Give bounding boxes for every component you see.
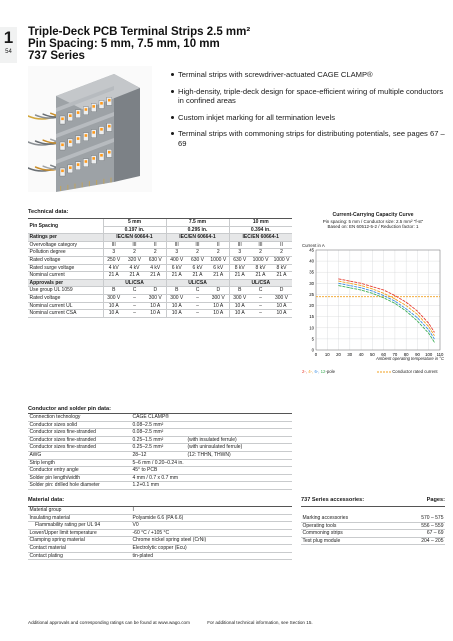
table-row: [28, 310, 292, 318]
cell-value: 21 A: [250, 272, 271, 280]
series-point-4: [338, 285, 339, 286]
cell-value: 21 A: [229, 272, 250, 280]
cell-value: 21 A: [208, 272, 229, 280]
row-value: 0.25–1.5 mm²: [131, 436, 186, 444]
cell-value: 630 V: [229, 256, 250, 264]
group-header: UL/CSA: [103, 279, 166, 287]
cell-value: 3: [229, 249, 250, 257]
row-label: Connection technology: [28, 414, 131, 421]
cell-value: 250 V: [103, 256, 124, 264]
cell-value: 1000 V: [208, 256, 229, 264]
series-point-1: [428, 323, 429, 324]
series-point-2: [372, 289, 373, 290]
cell-value: 10 A: [271, 310, 292, 318]
cell-value: 2: [124, 249, 145, 257]
row-value: 0.08–2.5 mm²: [131, 421, 186, 429]
cell-value: –: [124, 302, 145, 310]
row-label: Rated surge voltage: [28, 264, 103, 272]
spacing-in: 0.197 in.: [103, 226, 166, 234]
cell-value: –: [124, 294, 145, 302]
cell-value: III: [187, 241, 208, 249]
table-row: [28, 552, 292, 560]
cell-value: II: [145, 241, 166, 249]
cell-value: 1000 V: [250, 256, 271, 264]
cell-value: 10 A: [208, 310, 229, 318]
row-value: Polyamide 6.6 (PA 6.6): [131, 514, 292, 522]
accessory-pages: 556 – 559: [391, 522, 445, 530]
cell-value: D: [208, 287, 229, 295]
x-tick-label: 110: [436, 352, 444, 357]
series-point-2: [383, 293, 384, 294]
page-footer: [28, 620, 329, 625]
table-row: [28, 467, 292, 475]
title-line-1: Triple-Deck PCB Terminal Strips 2.5 mm²: [28, 26, 251, 38]
series-point-1: [434, 332, 435, 333]
series-point-4: [395, 303, 396, 304]
row-label: Nominal current: [28, 272, 103, 280]
cell-value: 300 V: [166, 294, 187, 302]
series-point-4: [349, 287, 350, 288]
table-row: [28, 241, 292, 249]
row-label: Conductor sizes solid: [28, 421, 131, 429]
row-label: Conductor entry angle: [28, 467, 131, 475]
feature-item: Terminal strips with screwdriver-actuated CAGE CLAMP®: [170, 70, 445, 80]
row-label: Contact material: [28, 544, 131, 552]
cell-value: 10 A: [145, 302, 166, 310]
table-row: [301, 537, 445, 545]
row-label: Nominal current CSA: [28, 310, 103, 318]
technical-data-heading: Technical data:: [28, 209, 69, 215]
section-tab: [0, 27, 17, 63]
row-note: [186, 421, 292, 429]
table-row: [28, 279, 292, 287]
table-row: [28, 507, 292, 514]
table-row: [28, 444, 292, 452]
table-row: [28, 514, 292, 522]
row-label: Insulating material: [28, 514, 131, 522]
cell-value: 10 A: [103, 310, 124, 318]
chart-subtitle: Based on: EN 60512-5-2 / Reduction factor: 1: [327, 224, 419, 230]
legend-poles: 2-, 4-, 6-, 12-pole: [302, 369, 335, 374]
row-label: Material group: [28, 507, 131, 514]
cell-value: 10 A: [103, 302, 124, 310]
accessories-section: [301, 497, 445, 545]
row-value: 0.25–2.5 mm²: [131, 444, 186, 452]
cell-value: 3: [166, 249, 187, 257]
cell-value: 21 A: [271, 272, 292, 280]
series-point-3: [395, 301, 396, 302]
footer-left: Additional approvals and corresponding ratings can be found at www.wago.com: [28, 620, 190, 625]
cell-value: –: [187, 302, 208, 310]
row-note: [186, 482, 292, 490]
series-point-3: [372, 291, 373, 292]
cell-value: 10 A: [166, 310, 187, 318]
cell-value: B: [103, 287, 124, 295]
cell-value: 300 V: [271, 294, 292, 302]
series-point-1: [372, 286, 373, 287]
cell-value: B: [229, 287, 250, 295]
table-row: [28, 544, 292, 552]
y-tick-label: 5: [311, 336, 314, 342]
cell-value: –: [187, 294, 208, 302]
table-row: [28, 302, 292, 310]
chart-subtitle: Pin spacing: 5 mm / Conductor size: 2.5 mm² "f-st": [322, 219, 424, 224]
series-point-4: [361, 290, 362, 291]
product-photo: [28, 66, 152, 192]
cell-value: 2: [250, 249, 271, 257]
cell-value: D: [271, 287, 292, 295]
y-tick-label: 25: [309, 291, 314, 297]
cell-value: C: [187, 287, 208, 295]
series-point-2: [417, 314, 418, 315]
cell-value: 630 V: [187, 256, 208, 264]
cell-value: 630 V: [145, 256, 166, 264]
chart-ylabel: Current in A: [302, 243, 325, 248]
group-header: UL/CSA: [229, 279, 292, 287]
cell-value: B: [166, 287, 187, 295]
cell-value: 21 A: [145, 272, 166, 280]
cell-value: 6 kV: [187, 264, 208, 272]
accessory-pages: 67 – 69: [391, 530, 445, 538]
row-value: 45° to PCB: [131, 467, 186, 475]
spacing-in: 0.394 in.: [229, 226, 292, 234]
cell-value: 8 kV: [250, 264, 271, 272]
x-tick-label: 10: [324, 352, 330, 357]
row-note: [186, 414, 292, 421]
series-point-3: [338, 283, 339, 284]
series-point-2: [428, 326, 429, 327]
table-row: [301, 522, 445, 530]
series-point-3: [383, 295, 384, 296]
material-data-heading: Material data:: [28, 497, 65, 503]
cell-value: 300 V: [103, 294, 124, 302]
accessory-pages: 570 – 575: [391, 515, 445, 522]
y-tick-label: 35: [309, 269, 314, 275]
table-row: [28, 482, 292, 490]
row-value: Chrome nickel spring steel (CrNi): [131, 537, 292, 545]
cell-value: 6 kV: [166, 264, 187, 272]
row-value: -60 °C / +105 °C: [131, 529, 292, 537]
page-number: 54: [5, 49, 12, 55]
page-title: [28, 26, 250, 62]
table-row: [28, 451, 292, 459]
spacing-mm: 5 mm: [103, 219, 166, 226]
cell-value: 300 V: [208, 294, 229, 302]
row-value: I: [131, 507, 292, 514]
plot-frame: [316, 250, 440, 350]
cell-value: 8 kV: [229, 264, 250, 272]
table-row: [28, 474, 292, 482]
cell-value: 21 A: [166, 272, 187, 280]
y-tick-label: 0: [311, 347, 314, 353]
cell-value: III: [229, 241, 250, 249]
series-point-4: [406, 311, 407, 312]
cell-value: C: [250, 287, 271, 295]
y-tick-label: 20: [309, 303, 314, 309]
cell-value: III: [124, 241, 145, 249]
row-value: 28–12: [131, 451, 186, 459]
table-row: [28, 414, 292, 421]
cell-value: III: [166, 241, 187, 249]
title-line-2: Pin Spacing: 5 mm, 7.5 mm, 10 mm: [28, 38, 220, 50]
series-point-2: [361, 285, 362, 286]
row-label: Rated voltage: [28, 294, 103, 302]
cell-value: –: [250, 302, 271, 310]
pages-heading: Pages:: [426, 497, 445, 503]
cell-value: 300 V: [145, 294, 166, 302]
group-header: IEC/EN 60664-1: [166, 234, 229, 242]
table-row: [28, 436, 292, 444]
series-point-3: [361, 287, 362, 288]
cell-value: 400 V: [166, 256, 187, 264]
accessory-name: Commoning strips: [301, 530, 391, 538]
group-header: IEC/EN 60664-1: [229, 234, 292, 242]
table-row: [28, 529, 292, 537]
row-label: Clamping spring material: [28, 537, 131, 545]
row-label: Contact plating: [28, 552, 131, 560]
x-tick-label: 30: [347, 352, 353, 357]
row-value: Electrolytic copper (Ecu): [131, 544, 292, 552]
cell-value: 4 kV: [103, 264, 124, 272]
conductor-data-table: [28, 414, 292, 490]
series-point-4: [434, 342, 435, 343]
cell-value: 2: [208, 249, 229, 257]
cell-value: III: [250, 241, 271, 249]
row-label: Approvals per: [28, 279, 103, 287]
row-note: [186, 467, 292, 475]
row-label: Solder pin: drilled hole diameter: [28, 482, 131, 490]
series-point-3: [428, 330, 429, 331]
row-label: Flammability rating per UL 94: [28, 522, 131, 530]
y-tick-label: 45: [309, 247, 314, 253]
cell-value: 2: [187, 249, 208, 257]
cell-value: –: [124, 310, 145, 318]
series-point-4: [428, 333, 429, 334]
chart-title: Current-Carrying Capacity Curve: [332, 212, 414, 218]
feature-item: Terminal strips with commoning strips for distributing potentials, see pages 67 – 69: [170, 129, 445, 148]
x-tick-label: 60: [381, 352, 387, 357]
series-point-4: [417, 321, 418, 322]
row-label: Solder pin length/width: [28, 474, 131, 482]
title-line-3: 737 Series: [28, 50, 85, 62]
accessory-name: Operating tools: [301, 522, 391, 530]
cell-value: –: [187, 310, 208, 318]
series-point-1: [361, 283, 362, 284]
row-value: 5–6 mm / 0.20–0.24 in.: [131, 459, 186, 467]
series-point-1: [406, 302, 407, 303]
accessory-pages: 204 – 205: [391, 537, 445, 545]
cell-value: 21 A: [103, 272, 124, 280]
cell-value: 21 A: [187, 272, 208, 280]
cell-value: 10 A: [208, 302, 229, 310]
row-note: (12: THHN, THWN): [186, 451, 292, 459]
series-point-4: [383, 297, 384, 298]
technical-data-section: [28, 209, 292, 318]
section-number: 1: [3, 28, 14, 47]
cell-value: –: [250, 294, 271, 302]
x-tick-label: 0: [314, 352, 318, 357]
x-tick-label: 20: [336, 352, 341, 357]
material-data-section: [28, 497, 292, 560]
table-row: [301, 530, 445, 538]
cell-value: 10 A: [271, 302, 292, 310]
row-label: Use group UL 1059: [28, 287, 103, 295]
cell-value: 320 V: [124, 256, 145, 264]
material-data-table: [28, 507, 292, 560]
series-point-2: [338, 281, 339, 282]
cell-value: D: [145, 287, 166, 295]
accessory-name: Test plug module: [301, 537, 391, 545]
row-label: Conductor sizes fine-stranded: [28, 444, 131, 452]
table-row: [28, 256, 292, 264]
cell-value: 6 kV: [208, 264, 229, 272]
table-row: [28, 537, 292, 545]
feature-list: [170, 70, 445, 156]
row-note: (with uninsulated ferrule): [186, 444, 292, 452]
row-note: (with insulated ferrule): [186, 436, 292, 444]
technical-data-table: [28, 219, 292, 318]
cell-value: 4 kV: [145, 264, 166, 272]
spacing-in: 0.295 in.: [166, 226, 229, 234]
x-tick-label: 40: [358, 352, 364, 357]
row-note: [186, 474, 292, 482]
series-point-3: [417, 317, 418, 318]
row-label: Nominal current UL: [28, 302, 103, 310]
series-point-1: [395, 295, 396, 296]
table-row: [28, 264, 292, 272]
series-line-2: [339, 281, 435, 335]
series-point-2: [395, 299, 396, 300]
row-label: Strip length: [28, 459, 131, 467]
row-value: 1.2+0.1 mm: [131, 482, 186, 490]
conductor-data-heading: Conductor and solder pin data:: [28, 406, 111, 412]
table-row: [28, 249, 292, 257]
x-tick-label: 100: [425, 352, 433, 357]
cell-value: 4 kV: [124, 264, 145, 272]
row-value: V0: [131, 522, 292, 530]
y-tick-label: 40: [309, 258, 314, 264]
row-label: AWG: [28, 451, 131, 459]
cell-value: 2: [271, 249, 292, 257]
legend-limit: Conductor rated current: [392, 369, 438, 374]
cell-value: 10 A: [166, 302, 187, 310]
row-label: Rated voltage: [28, 256, 103, 264]
row-value: tin-plated: [131, 552, 292, 560]
feature-item: Custom inkjet marking for all termination levels: [170, 113, 445, 123]
accessories-table: [301, 515, 445, 546]
cell-value: 10 A: [229, 302, 250, 310]
cell-value: C: [124, 287, 145, 295]
cell-value: 2: [145, 249, 166, 257]
table-row: [28, 287, 292, 295]
cell-value: –: [250, 310, 271, 318]
current-capacity-chart: [300, 210, 446, 380]
group-header: IEC/EN 60664-1: [103, 234, 166, 242]
accessory-name: Marking accessories: [301, 515, 391, 522]
footer-right: For additional technical information, see Section 15.: [207, 620, 313, 625]
series-point-2: [406, 305, 407, 306]
row-note: [186, 459, 292, 467]
cell-value: III: [103, 241, 124, 249]
feature-item: High-density, triple-deck design for space-efficient wiring of multiple conductors in confined areas: [170, 87, 445, 106]
accessories-heading: 737 Series accessories:: [301, 497, 365, 503]
group-header: UL/CSA: [166, 279, 229, 287]
pin-spacing-label: Pin Spacing: [28, 219, 103, 234]
y-tick-label: 10: [309, 325, 314, 331]
cell-value: 3: [103, 249, 124, 257]
table-row: [301, 515, 445, 522]
row-label: Overvoltage category: [28, 241, 103, 249]
series-point-3: [349, 285, 350, 286]
series-point-3: [406, 309, 407, 310]
series-point-2: [349, 283, 350, 284]
series-point-2: [434, 335, 435, 336]
table-row: [28, 421, 292, 429]
series-point-4: [372, 293, 373, 294]
x-tick-label: 50: [369, 352, 375, 357]
row-note: [186, 429, 292, 437]
table-row: [28, 234, 292, 242]
chart-xlabel: Ambient operating temperature in °C: [375, 356, 444, 361]
table-row: [28, 294, 292, 302]
cell-value: 10 A: [229, 310, 250, 318]
y-tick-label: 30: [309, 280, 314, 286]
conductor-data-section: [28, 406, 292, 490]
x-tick-label: 70: [392, 352, 398, 357]
series-point-1: [417, 311, 418, 312]
row-value: CAGE CLAMP®: [131, 414, 186, 421]
series-point-1: [338, 279, 339, 280]
table-row: [28, 459, 292, 467]
cell-value: 1000 V: [271, 256, 292, 264]
cell-value: 10 A: [145, 310, 166, 318]
cell-value: 300 V: [229, 294, 250, 302]
cell-value: 8 kV: [271, 264, 292, 272]
chart-plot: [300, 246, 446, 366]
row-value: 0.08–2.5 mm²: [131, 429, 186, 437]
series-point-3: [434, 339, 435, 340]
cell-value: II: [208, 241, 229, 249]
x-tick-label: 90: [415, 352, 420, 357]
row-label: Conductor sizes fine-stranded: [28, 436, 131, 444]
row-label: Lower/Upper limit temperature: [28, 529, 131, 537]
spacing-mm: 7.5 mm: [166, 219, 229, 226]
cell-value: 21 A: [124, 272, 145, 280]
table-row: [28, 429, 292, 437]
cell-value: II: [271, 241, 292, 249]
table-row: [28, 522, 292, 530]
series-point-1: [383, 290, 384, 291]
x-tick-label: 80: [403, 352, 409, 357]
row-label: Conductor sizes fine-stranded: [28, 429, 131, 437]
row-label: Pollution degree: [28, 249, 103, 257]
series-point-1: [349, 281, 350, 282]
row-label: Ratings per: [28, 234, 103, 242]
y-tick-label: 15: [309, 314, 314, 320]
row-value: 4 mm / 0.7 x 0.7 mm: [131, 474, 186, 482]
spacing-mm: 10 mm: [229, 219, 292, 226]
table-row: [28, 272, 292, 280]
